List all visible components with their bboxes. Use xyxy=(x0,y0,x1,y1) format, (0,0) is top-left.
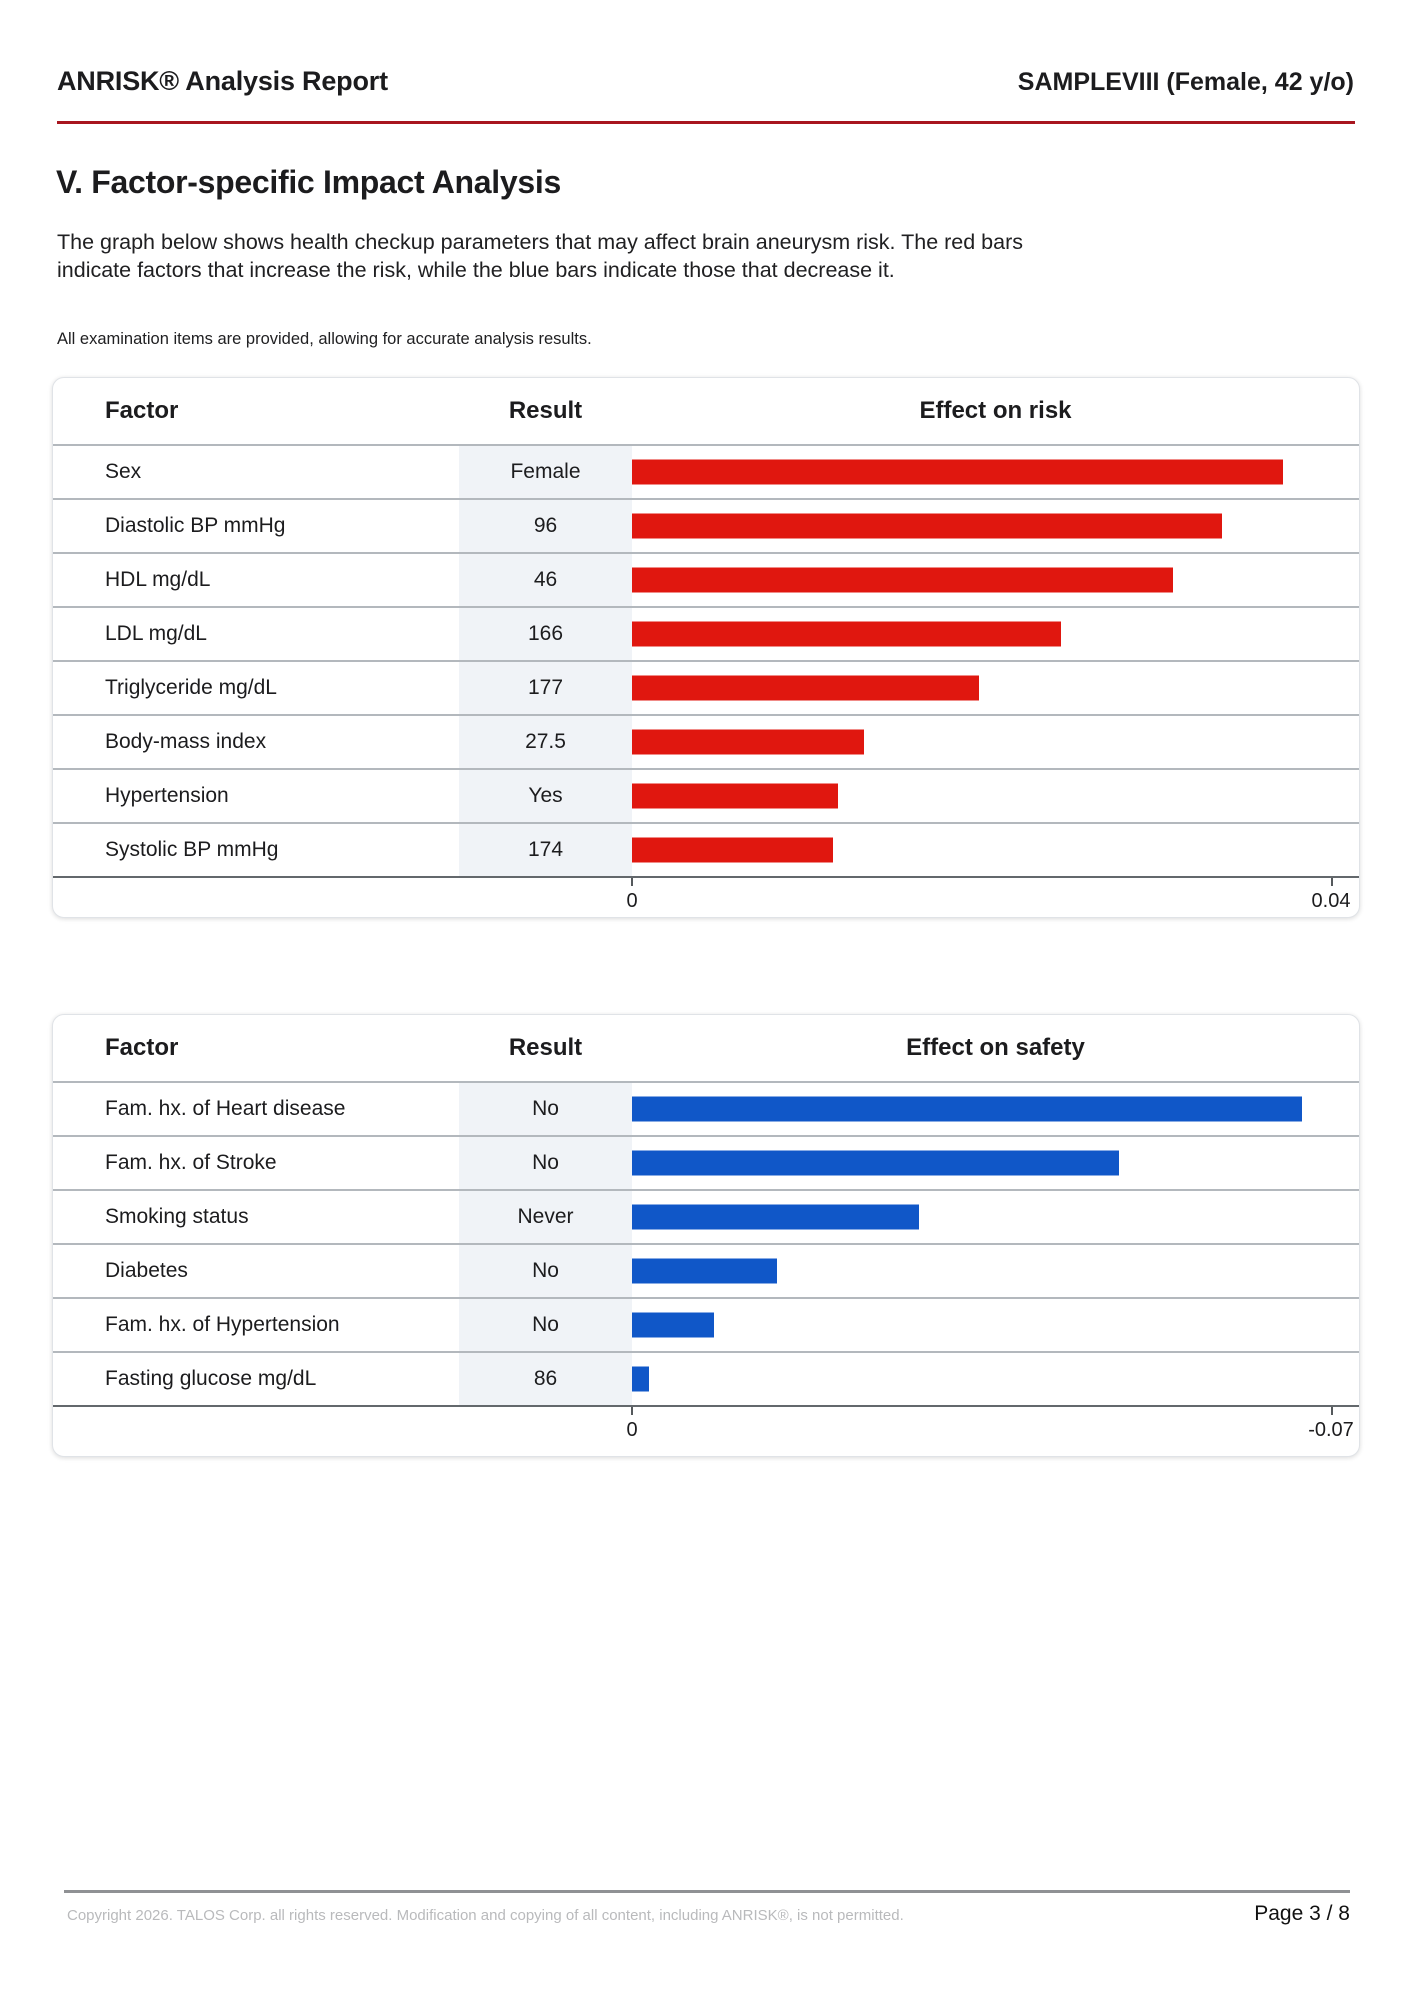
table-header-row xyxy=(53,1015,1359,1081)
axis-tick-zero xyxy=(631,878,633,886)
safety-bar xyxy=(632,1151,1119,1176)
axis-label-max: -0.07 xyxy=(1308,1419,1354,1441)
column-header-factor: Factor xyxy=(105,397,179,424)
factor-label: Smoking status xyxy=(105,1205,249,1228)
footer-copyright: Copyright 2026. TALOS Corp. all rights reserved. Modification and copying of all content, including ANRISK®, is not permitted. xyxy=(67,1907,904,1924)
table-row xyxy=(53,822,1359,876)
effect-bar-cell xyxy=(632,662,1359,714)
effect-bar-cell xyxy=(632,1299,1359,1351)
effect-bar-cell xyxy=(632,716,1359,768)
column-header-effect-on-safety: Effect on safety xyxy=(906,1034,1085,1061)
table-row xyxy=(53,1081,1359,1135)
factor-label: Diabetes xyxy=(105,1259,188,1282)
risk-table-card xyxy=(52,377,1360,918)
section-title: V. Factor-specific Impact Analysis xyxy=(56,164,561,200)
effect-bar-cell xyxy=(632,1245,1359,1297)
result-value: 86 xyxy=(459,1353,632,1405)
result-value: No xyxy=(459,1137,632,1189)
table-row xyxy=(53,1189,1359,1243)
table-row xyxy=(53,498,1359,552)
factor-label: Sex xyxy=(105,460,142,483)
factor-label: Hypertension xyxy=(105,784,229,807)
table-row xyxy=(53,660,1359,714)
result-value: 96 xyxy=(459,500,632,552)
result-value: Yes xyxy=(459,770,632,822)
result-value: 177 xyxy=(459,662,632,714)
section-intro: The graph below shows health checkup parameters that may affect brain aneurysm risk. The red bars indicate factors that increase the risk, while the blue bars indicate those that decrease it. xyxy=(57,230,1023,283)
effect-bar-cell xyxy=(632,824,1359,876)
effect-bar-cell xyxy=(632,500,1359,552)
safety-table-card xyxy=(52,1014,1360,1457)
column-header-result: Result xyxy=(508,397,583,424)
section-note: All examination items are provided, allowing for accurate analysis results. xyxy=(57,330,592,348)
result-value: 27.5 xyxy=(459,716,632,768)
effect-bar-cell xyxy=(632,1353,1359,1405)
risk-bar xyxy=(632,514,1222,539)
footer-rule xyxy=(64,1890,1350,1893)
risk-table-rows xyxy=(53,444,1359,876)
table-row xyxy=(53,606,1359,660)
result-value: 166 xyxy=(459,608,632,660)
safety-bar xyxy=(632,1367,649,1392)
table-row xyxy=(53,444,1359,498)
column-header-effect-on-risk: Effect on risk xyxy=(919,397,1072,424)
safety-x-axis xyxy=(53,1405,1359,1462)
risk-x-axis xyxy=(53,876,1359,933)
factor-label: Fam. hx. of Heart disease xyxy=(105,1097,346,1120)
factor-label: Systolic BP mmHg xyxy=(105,838,279,861)
factor-label: Fam. hx. of Stroke xyxy=(105,1151,277,1174)
risk-bar xyxy=(632,676,979,701)
factor-label: Fam. hx. of Hypertension xyxy=(105,1313,340,1336)
axis-tick-max xyxy=(1331,878,1333,886)
risk-bar xyxy=(632,622,1061,647)
table-header-row xyxy=(53,378,1359,444)
table-row xyxy=(53,768,1359,822)
result-value: No xyxy=(459,1083,632,1135)
table-row xyxy=(53,1351,1359,1405)
factor-label: Diastolic BP mmHg xyxy=(105,514,286,537)
factor-label: Triglyceride mg/dL xyxy=(105,676,277,699)
safety-bar xyxy=(632,1313,714,1338)
effect-bar-cell xyxy=(632,554,1359,606)
header-rule xyxy=(57,121,1355,124)
table-row xyxy=(53,1297,1359,1351)
result-value: No xyxy=(459,1245,632,1297)
effect-bar-cell xyxy=(632,608,1359,660)
column-header-result: Result xyxy=(508,1034,583,1061)
axis-label-max: 0.04 xyxy=(1311,890,1351,912)
safety-table-rows xyxy=(53,1081,1359,1405)
result-value: Female xyxy=(459,446,632,498)
safety-bar xyxy=(632,1259,777,1284)
effect-bar-cell xyxy=(632,770,1359,822)
factor-label: Fasting glucose mg/dL xyxy=(105,1367,317,1390)
risk-bar xyxy=(632,460,1283,485)
table-row xyxy=(53,1135,1359,1189)
page-number: Page 3 / 8 xyxy=(1254,1902,1350,1925)
safety-bar xyxy=(632,1097,1302,1122)
axis-label-zero: 0 xyxy=(626,1419,638,1441)
axis-tick-zero xyxy=(631,1407,633,1415)
table-row xyxy=(53,714,1359,768)
column-header-factor: Factor xyxy=(105,1034,179,1061)
effect-bar-cell xyxy=(632,446,1359,498)
factor-label: HDL mg/dL xyxy=(105,568,211,591)
result-value: 174 xyxy=(459,824,632,876)
table-row xyxy=(53,552,1359,606)
table-row xyxy=(53,1243,1359,1297)
effect-bar-cell xyxy=(632,1137,1359,1189)
axis-tick-max xyxy=(1331,1407,1333,1415)
result-value: No xyxy=(459,1299,632,1351)
factor-label: Body-mass index xyxy=(105,730,267,753)
safety-bar xyxy=(632,1205,919,1230)
factor-label: LDL mg/dL xyxy=(105,622,207,645)
result-value: Never xyxy=(459,1191,632,1243)
risk-bar xyxy=(632,730,864,755)
effect-bar-cell xyxy=(632,1191,1359,1243)
effect-bar-cell xyxy=(632,1083,1359,1135)
risk-bar xyxy=(632,838,833,863)
axis-label-zero: 0 xyxy=(626,890,638,912)
report-title: ANRISK® Analysis Report xyxy=(57,66,388,96)
report-header xyxy=(57,66,1354,97)
result-value: 46 xyxy=(459,554,632,606)
risk-bar xyxy=(632,568,1173,593)
risk-bar xyxy=(632,784,838,809)
patient-info: SAMPLEVIII (Female, 42 y/o) xyxy=(1017,68,1354,96)
